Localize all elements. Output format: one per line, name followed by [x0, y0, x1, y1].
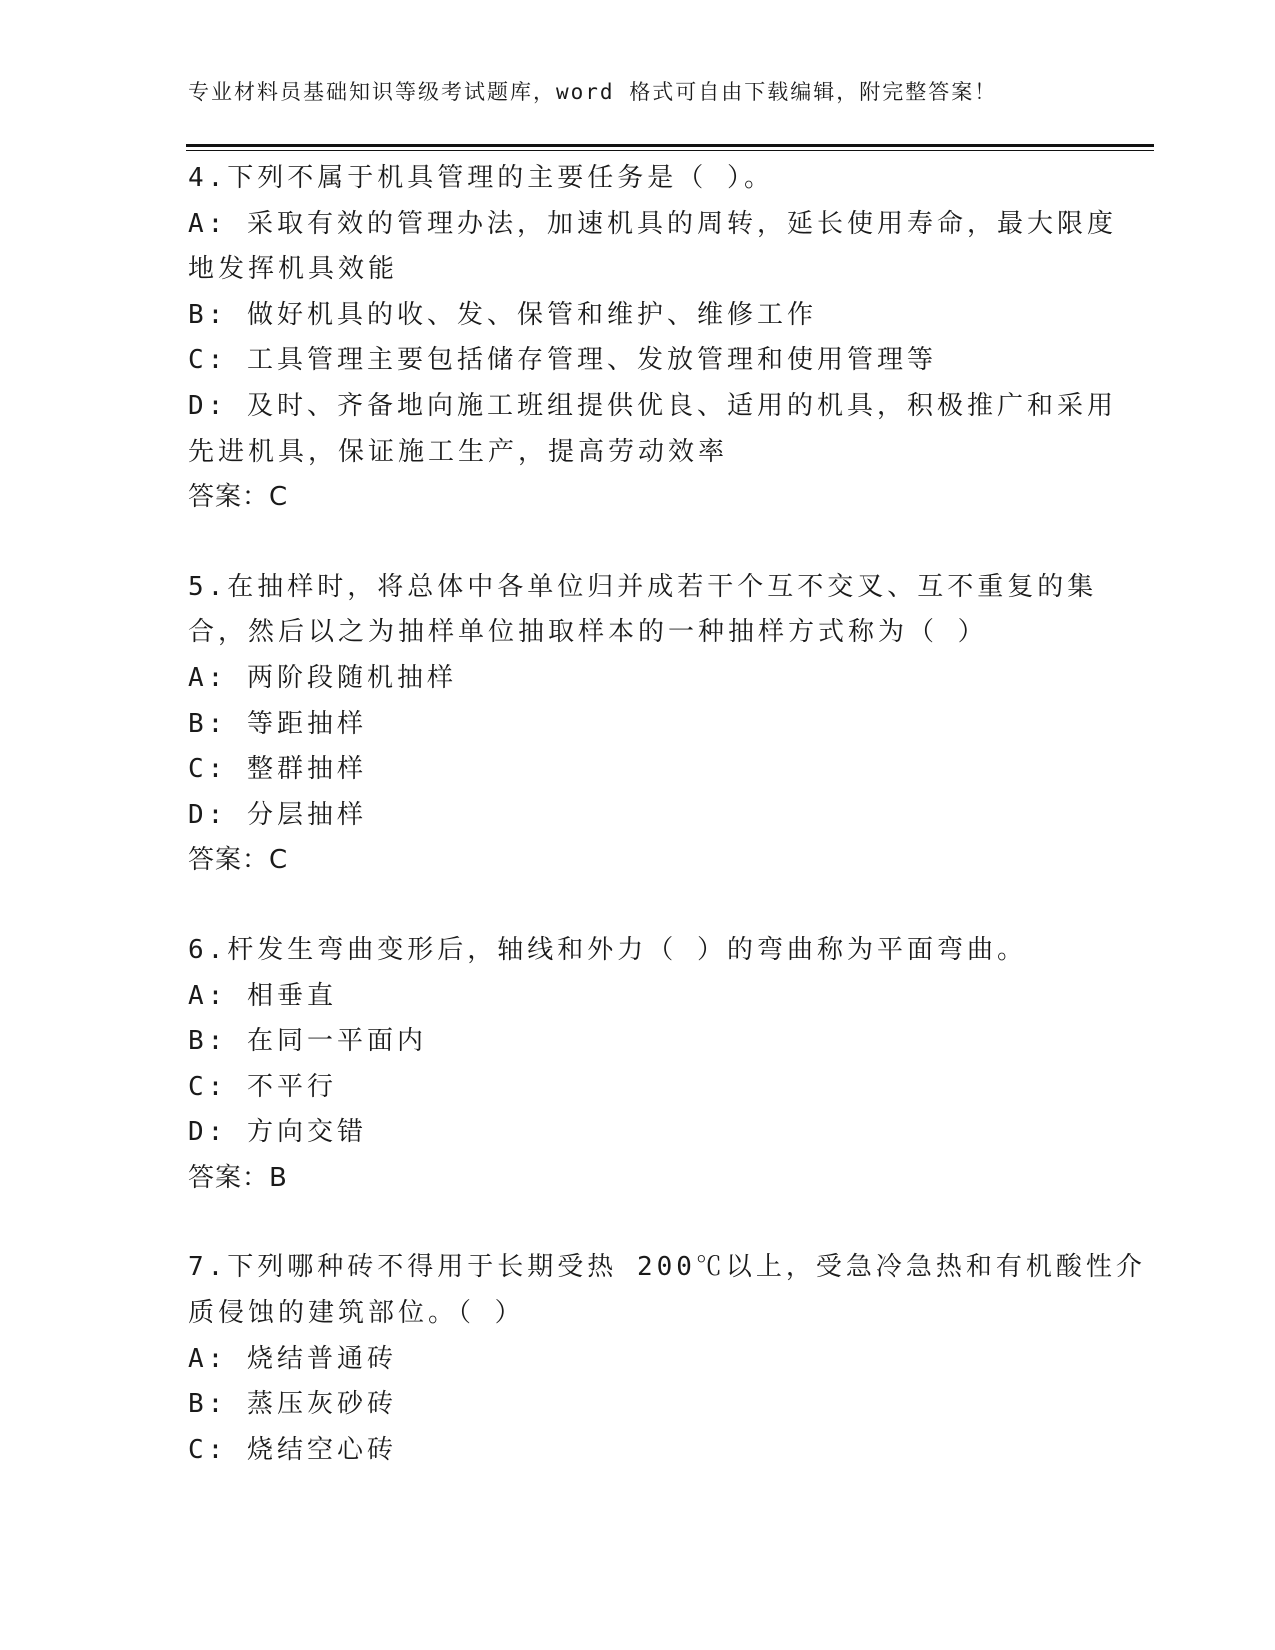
answer-option: A: 相垂直 — [188, 980, 337, 1011]
question-list — [188, 156, 1146, 1517]
answer-option: B: 做好机具的收、发、保管和维护、维修工作 — [188, 299, 817, 330]
question-stem: 5.在抽样时，将总体中各单位归并成若干个互不交叉、互不重复的集 — [188, 571, 1098, 602]
page-header: 专业材料员基础知识等级考试题库，word 格式可自由下载编辑，附完整答案！ — [188, 80, 998, 104]
answer-option: 地发挥机具效能 — [188, 254, 399, 285]
answer-option: D: 方向交错 — [188, 1117, 367, 1148]
answer-option: B: 等距抽样 — [188, 708, 367, 739]
question-block — [188, 1245, 1146, 1473]
answer-option: A: 烧结普通砖 — [188, 1343, 397, 1374]
answer-option: B: 在同一平面内 — [188, 1026, 427, 1057]
question-stem: 6.杆发生弯曲变形后，轴线和外力（ ）的弯曲称为平面弯曲。 — [188, 934, 1027, 965]
question-stem: 7.下列哪种砖不得用于长期受热 200℃以上，受急冷急热和有机酸性介 — [188, 1252, 1146, 1283]
answer-key: 答案：C — [188, 482, 289, 513]
answer-option: C: 烧结空心砖 — [188, 1434, 397, 1465]
question-block — [188, 928, 1088, 1202]
answer-option: B: 蒸压灰砂砖 — [188, 1389, 397, 1420]
question-block — [188, 156, 1117, 521]
question-stem: 质侵蚀的建筑部位。（ ） — [188, 1298, 525, 1329]
answer-option: A: 采取有效的管理办法，加速机具的周转，延长使用寿命，最大限度 — [188, 208, 1117, 239]
answer-option: A: 两阶段随机抽样 — [188, 662, 457, 693]
answer-option: C: 不平行 — [188, 1071, 337, 1102]
header-divider-thin — [186, 150, 1154, 151]
answer-key: 答案：B — [188, 1162, 288, 1193]
answer-key: 答案：C — [188, 845, 289, 876]
question-stem: 合，然后以之为抽样单位抽取样本的一种抽样方式称为（ ） — [188, 617, 988, 648]
question-stem: 4.下列不属于机具管理的主要任务是（ ）。 — [188, 163, 774, 193]
header-divider-thick — [186, 144, 1154, 147]
answer-option: C: 工具管理主要包括储存管理、发放管理和使用管理等 — [188, 345, 937, 376]
answer-option: D: 及时、齐备地向施工班组提供优良、适用的机具，积极推广和采用 — [188, 390, 1117, 421]
answer-option: 先进机具，保证施工生产，提高劳动效率 — [188, 436, 729, 467]
answer-option: D: 分层抽样 — [188, 799, 367, 830]
answer-option: C: 整群抽样 — [188, 754, 367, 785]
question-block — [188, 565, 1098, 884]
